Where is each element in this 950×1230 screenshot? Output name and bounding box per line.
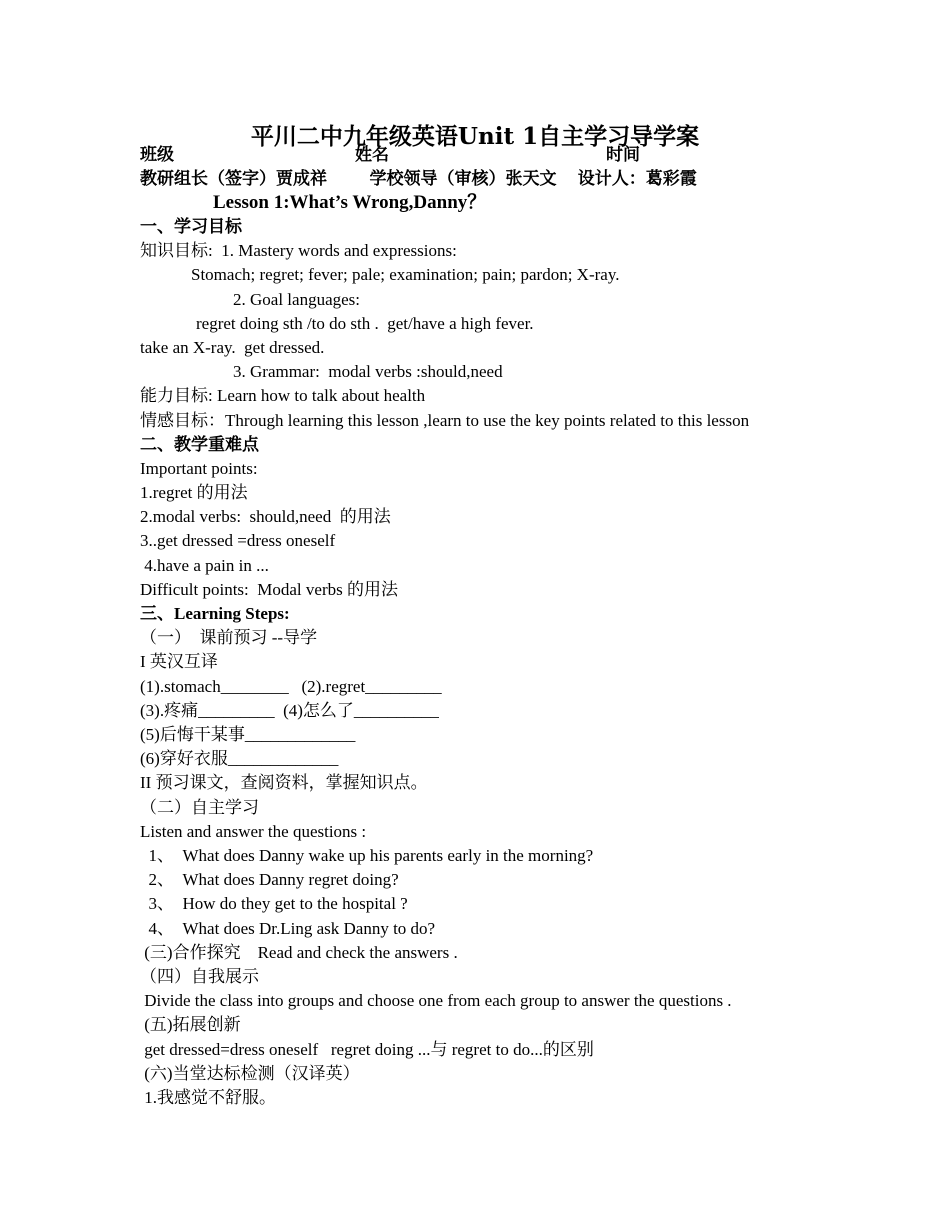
knowledge-goal: 知识目标: 1. Mastery words and expressions: — [140, 241, 457, 260]
question-item: 2、 What does Danny regret doing? — [140, 870, 399, 889]
class-label: 班级 — [140, 145, 174, 164]
section-heading: 一、学习目标 — [140, 217, 242, 236]
goal-language-line: take an X-ray. get dressed. — [140, 338, 325, 357]
preview-instruction: II 预习课文，查阅资料，掌握知识点。 — [140, 773, 428, 792]
name-label: 姓名 — [355, 145, 389, 164]
step-heading: （二）自主学习 — [140, 798, 259, 817]
expand-note: get dressed=dress oneself regret doing ...与 regret to do...的区别 — [140, 1040, 594, 1059]
question-item: 1、 What does Danny wake up his parents early in the morning? — [140, 846, 594, 865]
point-item: 1.regret 的用法 — [140, 483, 248, 502]
listen-instruction: Listen and answer the questions : — [140, 822, 367, 841]
goal-language-line: regret doing sth /to do sth . get/have a high fever. — [196, 314, 534, 333]
translate-item: (1).stomach________ (2).regret_________ — [140, 677, 442, 696]
grammar-goal: 3. Grammar: modal verbs :should,need — [233, 362, 503, 381]
translate-item: (3).疼痛_________ (4)怎么了__________ — [140, 701, 439, 720]
lesson-title: Lesson 1:What’s Wrong,Danny？ — [213, 192, 487, 213]
point-item: 4.have a pain in ... — [140, 556, 269, 575]
step-heading: (五)拓展创新 — [140, 1015, 241, 1034]
question-item: 3、 How do they get to the hospital ? — [140, 894, 408, 913]
section-heading: 二、教学重难点 — [140, 435, 259, 454]
exercise-item: 1.我感觉不舒服。 — [140, 1088, 276, 1107]
translate-item: (6)穿好衣服_____________ — [140, 749, 339, 768]
point-item: 3..get dressed =dress oneself — [140, 531, 336, 550]
point-item: 2.modal verbs: should,need 的用法 — [140, 507, 391, 526]
step-heading: (三)合作探究 Read and check the answers . — [140, 943, 458, 962]
goal-languages: 2. Goal languages: — [233, 290, 360, 309]
section-heading: 三、Learning Steps: — [140, 604, 290, 623]
question-item: 4、 What does Dr.Ling ask Danny to do? — [140, 919, 436, 938]
vocabulary-list: Stomach; regret; fever; pale; examination; pain; pardon; X-ray. — [191, 265, 620, 284]
document-title: 平川二中九年级英语Unit 1自主学习导学案 — [250, 123, 700, 150]
group-instruction: Divide the class into groups and choose one from each group to answer the questions . — [140, 991, 732, 1010]
emotion-goal: 情感目标：Through learning this lesson ,learn to use the key points related to this lesson — [140, 411, 750, 430]
staff-line: 教研组长（签字）贾成祥 学校领导（审核）张天文 设计人：葛彩霞 — [140, 169, 697, 188]
difficult-points: Difficult points: Modal verbs 的用法 — [140, 580, 398, 599]
translate-heading: I 英汉互译 — [140, 652, 218, 671]
step-heading: （一） 课前预习 --导学 — [140, 628, 318, 647]
step-heading: （四）自我展示 — [140, 967, 259, 986]
step-heading: (六)当堂达标检测（汉译英） — [140, 1064, 360, 1083]
important-points-label: Important points: — [140, 459, 258, 478]
translate-item: (5)后悔干某事_____________ — [140, 725, 356, 744]
time-label: 时间 — [606, 145, 640, 164]
ability-goal: 能力目标: Learn how to talk about health — [140, 386, 426, 405]
